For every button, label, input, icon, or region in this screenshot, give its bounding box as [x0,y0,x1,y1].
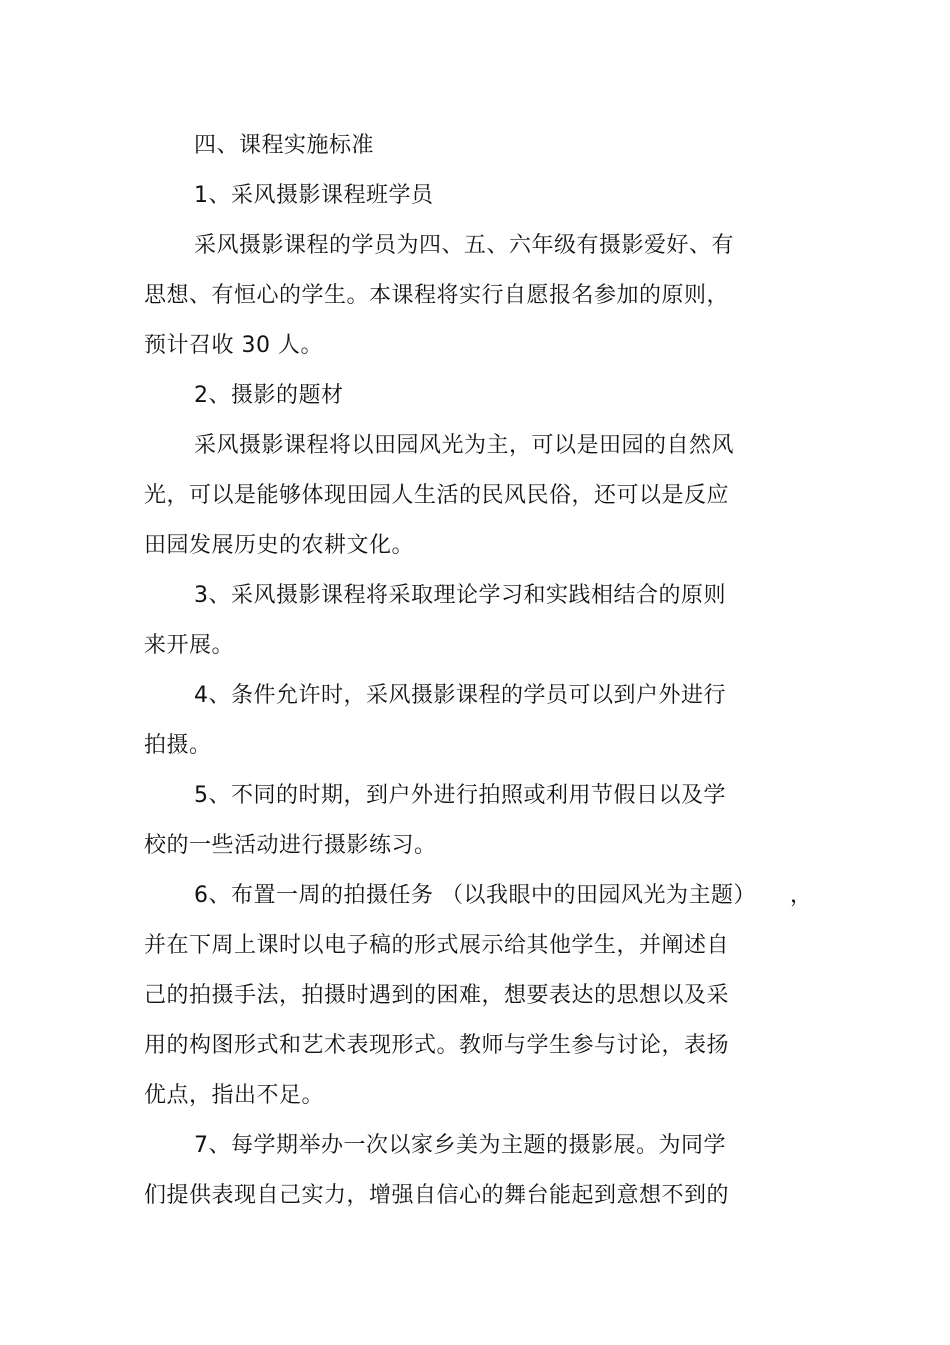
paragraph-line: 预计召收 30 人。 [144,333,323,358]
item-3-line: 3、采风摄影课程将采取理论学习和实践相结合的原则 [194,583,726,608]
item-4-line: 4、条件允许时，采风摄影课程的学员可以到户外进行 [194,683,726,708]
item-heading-2: 2、摄影的题材 [194,383,344,408]
paragraph-line: 拍摄。 [144,733,212,758]
paragraph-line: 光，可以是能够体现田园人生活的民风民俗，还可以是反应 [144,483,730,508]
item-6-line: 6、布置一周的拍摄任务 （以我眼中的田园风光为主题） [194,883,756,908]
paragraph-line: 校的一些活动进行摄影练习。 [144,833,437,858]
trailing-comma: ， [790,883,813,908]
paragraph-line: 思想、有恒心的学生。本课程将实行自愿报名参加的原则， [144,283,730,308]
item-7-line: 7、每学期举办一次以家乡美为主题的摄影展。为同学 [194,1133,726,1158]
paragraph-line: 己的拍摄手法，拍摄时遇到的困难，想要表达的思想以及采 [144,983,730,1008]
paragraph-line: 们提供表现自己实力，增强自信心的舞台能起到意想不到的 [144,1183,730,1208]
paragraph-line: 采风摄影课程将以田园风光为主，可以是田园的自然风 [194,433,735,458]
paragraph-line: 田园发展历史的农耕文化。 [144,533,415,558]
section-heading: 四、课程实施标准 [194,133,375,158]
paragraph-line: 并在下周上课时以电子稿的形式展示给其他学生，并阐述自 [144,933,730,958]
paragraph-line: 优点，指出不足。 [144,1083,325,1108]
paragraph-line: 采风摄影课程的学员为四、五、六年级有摄影爱好、有 [194,233,735,258]
paragraph-line: 用的构图形式和艺术表现形式。教师与学生参与讨论，表扬 [144,1033,730,1058]
paragraph-line: 来开展。 [144,633,235,658]
item-5-line: 5、不同的时期，到户外进行拍照或利用节假日以及学 [194,783,726,808]
item-heading-1: 1、采风摄影课程班学员 [194,183,434,208]
